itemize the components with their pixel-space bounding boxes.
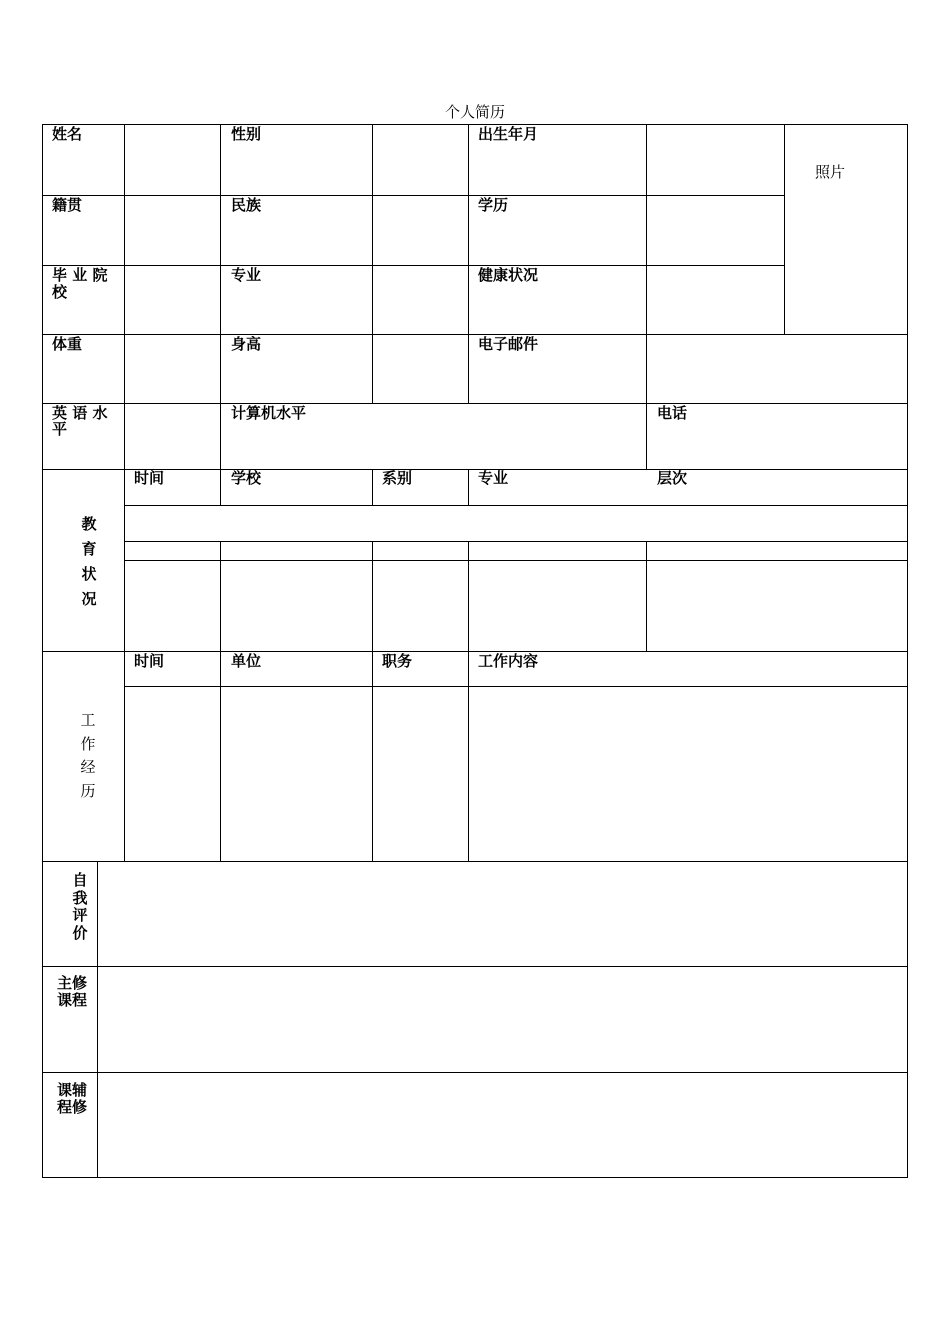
edu-cell-department[interactable] (373, 561, 468, 651)
value-ethnic[interactable] (373, 196, 468, 265)
value-major[interactable] (373, 266, 468, 334)
value-health[interactable] (647, 266, 784, 334)
page-title: 个人简历 (444, 103, 505, 121)
label-photo: 照片 (815, 163, 846, 181)
edu-header-time: 时间 (134, 469, 165, 487)
edu-cell-time[interactable] (125, 561, 220, 651)
self-evaluation-content[interactable] (98, 862, 907, 966)
label-name: 姓名 (52, 125, 83, 143)
value-school[interactable] (125, 266, 220, 334)
work-cell-time[interactable] (125, 687, 220, 861)
value-name[interactable] (125, 125, 220, 195)
label-birth: 出生年月 (478, 125, 539, 143)
value-weight[interactable] (125, 335, 220, 403)
work-cell-employer[interactable] (221, 687, 372, 861)
label-gender: 性别 (231, 125, 262, 143)
value-english[interactable] (125, 404, 220, 469)
label-weight: 体重 (52, 335, 83, 353)
label-phone: 电话 (657, 404, 688, 422)
label-email: 电子邮件 (478, 335, 539, 353)
section-minor-courses: 课辅 程修 (56, 1081, 87, 1116)
label-computer: 计算机水平 (231, 404, 307, 422)
label-school-2: 校 (52, 283, 68, 301)
work-cell-position[interactable] (373, 687, 468, 861)
label-ethnic: 民族 (231, 196, 262, 214)
edu-header-level: 层次 (657, 469, 688, 487)
work-header-content: 工作内容 (478, 652, 539, 670)
label-health: 健康状况 (478, 266, 539, 284)
label-major: 专业 (231, 266, 262, 284)
work-header-position: 职务 (382, 652, 413, 670)
edu-header-school: 学校 (231, 469, 262, 487)
label-height: 身高 (231, 335, 262, 353)
minor-courses-content[interactable] (98, 1073, 907, 1177)
edu-cell-school[interactable] (221, 561, 372, 651)
edu-header-major: 专业 (478, 469, 509, 487)
label-english-1: 英 语 水 (52, 404, 108, 422)
section-work: 工 作 经 历 (80, 711, 96, 800)
value-height[interactable] (373, 335, 468, 403)
value-education[interactable] (647, 196, 784, 265)
work-header-time: 时间 (134, 652, 165, 670)
section-self-evaluation: 自 我 评 价 (72, 871, 88, 942)
main-courses-content[interactable] (98, 967, 907, 1072)
value-gender[interactable] (373, 125, 468, 195)
label-english-2: 平 (52, 420, 68, 438)
label-education: 学历 (478, 196, 509, 214)
edu-row-1[interactable] (125, 506, 907, 541)
edu-cell-major[interactable] (469, 561, 646, 651)
work-header-employer: 单位 (231, 652, 262, 670)
value-birth[interactable] (647, 125, 784, 195)
section-education: 教 育 状 况 (81, 515, 97, 608)
label-school-1: 毕 业 院 (52, 266, 108, 284)
label-native: 籍贯 (52, 196, 83, 214)
section-main-courses: 主修 课程 (56, 974, 87, 1009)
value-native[interactable] (125, 196, 220, 265)
value-computer[interactable] (373, 404, 646, 469)
edu-cell-level[interactable] (647, 561, 907, 651)
work-cell-content[interactable] (469, 687, 907, 861)
value-email[interactable] (647, 335, 907, 403)
edu-header-department: 系别 (382, 469, 413, 487)
